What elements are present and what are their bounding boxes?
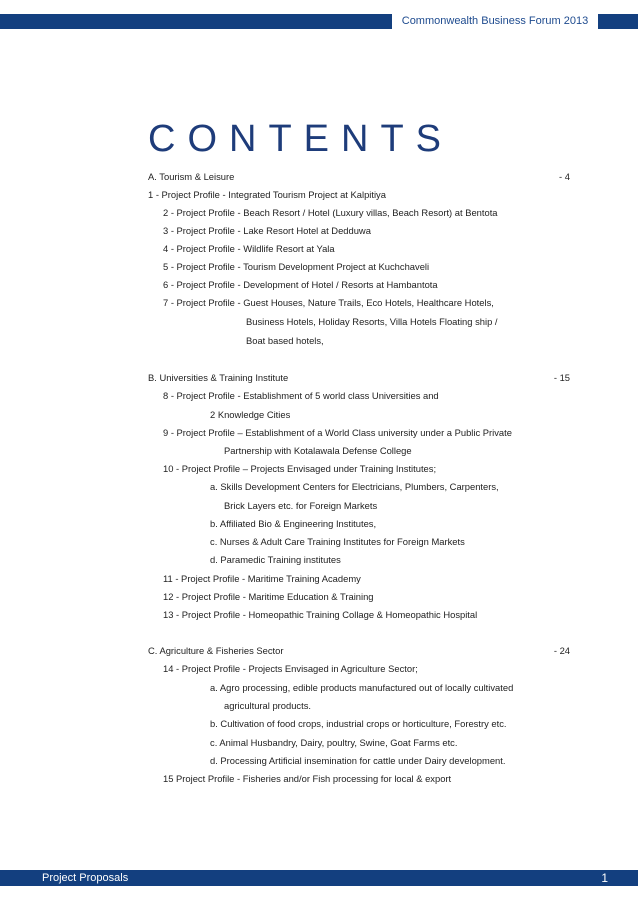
- toc-entry: 13 - Project Profile - Homeopathic Training Collage & Homeopathic Hospital: [163, 609, 478, 620]
- toc-entry: 4 - Project Profile - Wildlife Resort at Yala: [163, 243, 335, 254]
- contents-title: CONTENTS: [148, 118, 453, 160]
- toc-entry: 6 - Project Profile - Development of Hotel / Resorts at Hambantota: [163, 279, 438, 290]
- toc-subentry: c. Animal Husbandry, Dairy, poultry, Swine, Goat Farms etc.: [210, 737, 458, 748]
- header-bar-left: [0, 14, 392, 29]
- toc-entry-continuation: Brick Layers etc. for Foreign Markets: [224, 500, 378, 511]
- toc-entry-continuation: Partnership with Kotalawala Defense College: [224, 445, 412, 456]
- toc-entry: 2 - Project Profile - Beach Resort / Hotel (Luxury villas, Beach Resort) at Bentota: [163, 207, 498, 218]
- section-b-page: - 15: [553, 372, 570, 383]
- section-b-heading: B. Universities & Training Institute: [148, 372, 289, 383]
- toc-entry-continuation: Boat based hotels,: [246, 335, 324, 346]
- toc-subentry: c. Nurses & Adult Care Training Institutes for Foreign Markets: [210, 536, 465, 547]
- header-title: Commonwealth Business Forum 2013: [401, 15, 589, 27]
- toc-entry: 1 - Project Profile - Integrated Tourism Project at Kalpitiya: [148, 189, 386, 200]
- toc-entry: 7 - Project Profile - Guest Houses, Nature Trails, Eco Hotels, Healthcare Hotels,: [163, 297, 494, 308]
- toc-entry: 12 - Project Profile - Maritime Education & Training: [163, 591, 374, 602]
- section-c-page: - 24: [553, 645, 570, 656]
- toc-entry-continuation: agricultural products.: [224, 700, 312, 711]
- toc-subentry: a. Skills Development Centers for Electricians, Plumbers, Carpenters,: [210, 481, 499, 492]
- toc-subentry: b. Affiliated Bio & Engineering Institutes,: [210, 518, 377, 529]
- section-a-heading: A. Tourism & Leisure: [148, 171, 235, 182]
- toc-entry: 14 - Project Profile - Projects Envisaged in Agriculture Sector;: [163, 663, 418, 674]
- toc-entry-continuation: 2 Knowledge Cities: [210, 409, 291, 420]
- toc-entry: 8 - Project Profile - Establishment of 5 world class Universities and: [163, 390, 439, 401]
- toc-entry: 3 - Project Profile - Lake Resort Hotel at Dedduwa: [163, 225, 371, 236]
- toc-subentry: d. Processing Artificial insemination for cattle under Dairy development.: [210, 755, 506, 766]
- toc-subentry: d. Paramedic Training institutes: [210, 554, 341, 565]
- toc-entry-continuation: Business Hotels, Holiday Resorts, Villa Hotels Floating ship /: [246, 316, 498, 327]
- header-bar-right: [598, 14, 638, 29]
- toc-entry: 5 - Project Profile - Tourism Development Project at Kuchchaveli: [163, 261, 430, 272]
- toc-entry: 11 - Project Profile - Maritime Training Academy: [163, 573, 361, 584]
- toc-subentry: a. Agro processing, edible products manufactured out of locally cultivated: [210, 682, 514, 693]
- footer-label: Project Proposals: [42, 872, 129, 884]
- section-a-page: - 4: [559, 171, 570, 182]
- section-c-heading: C. Agriculture & Fisheries Sector: [148, 645, 284, 656]
- toc-entry: 15 Project Profile - Fisheries and/or Fish processing for local & export: [163, 773, 452, 784]
- toc-subentry: b. Cultivation of food crops, industrial crops or horticulture, Forestry etc.: [210, 718, 507, 729]
- toc-entry: 10 - Project Profile – Projects Envisaged under Training Institutes;: [163, 463, 437, 474]
- page-number: 1: [601, 871, 608, 885]
- toc-entry: 9 - Project Profile – Establishment of a World Class university under a Public Private: [163, 427, 512, 438]
